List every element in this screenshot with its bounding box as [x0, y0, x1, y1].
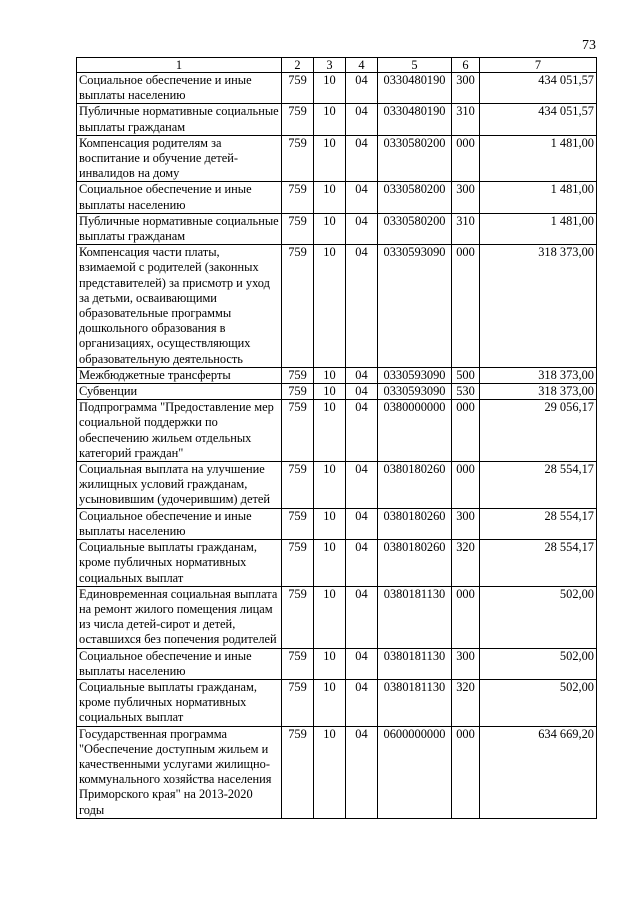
- table-row: [77, 726, 597, 818]
- row-code-3: 10: [314, 384, 346, 400]
- row-code-5: 0330580200: [378, 182, 452, 213]
- row-code-3: 10: [314, 367, 346, 383]
- row-code-4: 04: [346, 586, 378, 648]
- row-code-6: 000: [452, 245, 480, 368]
- row-code-5: 0330593090: [378, 367, 452, 383]
- row-amount: 318 373,00: [480, 245, 597, 368]
- row-amount: 502,00: [480, 648, 597, 679]
- row-code-3: 10: [314, 245, 346, 368]
- table-row: [77, 367, 597, 383]
- row-code-6: 310: [452, 213, 480, 244]
- row-code-4: 04: [346, 367, 378, 383]
- row-code-4: 04: [346, 213, 378, 244]
- row-code-4: 04: [346, 384, 378, 400]
- table-row: [77, 104, 597, 135]
- row-code-3: 10: [314, 586, 346, 648]
- header-row: [77, 58, 597, 73]
- table-row: [77, 73, 597, 104]
- row-code-6: 000: [452, 400, 480, 462]
- row-code-4: 04: [346, 245, 378, 368]
- row-code-2: 759: [282, 367, 314, 383]
- row-name: Единовременная социальная выплата на ремонт жилого помещения лицам из числа детей-сирот и детей, оставшихся без попечения родителей: [77, 586, 282, 648]
- col-header-7: 7: [480, 58, 597, 73]
- row-code-2: 759: [282, 726, 314, 818]
- row-code-6: 000: [452, 135, 480, 182]
- row-code-4: 04: [346, 73, 378, 104]
- row-name: Компенсация части платы, взимаемой с родителей (законных представителей) за присмотр и уход за детьми, осваивающими образовательные программы дошкольного образования в организациях, осуществляющих образовательную деятельность: [77, 245, 282, 368]
- row-name: Социальное обеспечение и иные выплаты населению: [77, 73, 282, 104]
- row-code-3: 10: [314, 679, 346, 726]
- row-amount: 434 051,57: [480, 104, 597, 135]
- row-amount: 1 481,00: [480, 182, 597, 213]
- row-name: Социальное обеспечение и иные выплаты населению: [77, 648, 282, 679]
- row-name: Социальное обеспечение и иные выплаты населению: [77, 182, 282, 213]
- row-code-4: 04: [346, 679, 378, 726]
- row-code-3: 10: [314, 73, 346, 104]
- row-name: Субвенции: [77, 384, 282, 400]
- table-row: [77, 540, 597, 587]
- row-code-4: 04: [346, 648, 378, 679]
- row-code-3: 10: [314, 648, 346, 679]
- row-amount: 318 373,00: [480, 367, 597, 383]
- row-code-6: 300: [452, 508, 480, 539]
- row-code-5: 0380181130: [378, 679, 452, 726]
- row-code-4: 04: [346, 540, 378, 587]
- row-code-3: 10: [314, 104, 346, 135]
- row-code-3: 10: [314, 540, 346, 587]
- table-row: [77, 648, 597, 679]
- row-amount: 434 051,57: [480, 73, 597, 104]
- row-code-5: 0330480190: [378, 104, 452, 135]
- row-code-5: 0330593090: [378, 384, 452, 400]
- row-code-2: 759: [282, 586, 314, 648]
- row-code-6: 000: [452, 462, 480, 509]
- row-code-5: 0330593090: [378, 245, 452, 368]
- table-row: [77, 462, 597, 509]
- table-row: [77, 213, 597, 244]
- col-header-5: 5: [378, 58, 452, 73]
- row-code-4: 04: [346, 400, 378, 462]
- row-name: Компенсация родителям за воспитание и обучение детей-инвалидов на дому: [77, 135, 282, 182]
- row-name: Социальные выплаты гражданам, кроме публичных нормативных социальных выплат: [77, 679, 282, 726]
- row-code-5: 0380180260: [378, 462, 452, 509]
- row-code-6: 530: [452, 384, 480, 400]
- row-name: Социальные выплаты гражданам, кроме публичных нормативных социальных выплат: [77, 540, 282, 587]
- row-code-2: 759: [282, 462, 314, 509]
- table-row: [77, 586, 597, 648]
- row-code-6: 300: [452, 648, 480, 679]
- row-code-6: 320: [452, 679, 480, 726]
- budget-table: [76, 57, 597, 819]
- row-amount: 28 554,17: [480, 540, 597, 587]
- row-code-5: 0330480190: [378, 73, 452, 104]
- row-code-3: 10: [314, 508, 346, 539]
- row-code-6: 320: [452, 540, 480, 587]
- row-code-2: 759: [282, 104, 314, 135]
- row-name: Публичные нормативные социальные выплаты гражданам: [77, 213, 282, 244]
- row-code-2: 759: [282, 245, 314, 368]
- table-row: [77, 245, 597, 368]
- row-name: Подпрограмма "Предоставление мер социальной поддержки по обеспечению жильем отдельных категорий граждан": [77, 400, 282, 462]
- row-code-2: 759: [282, 540, 314, 587]
- row-code-6: 000: [452, 586, 480, 648]
- row-code-6: 310: [452, 104, 480, 135]
- page-number: 73: [582, 38, 596, 53]
- row-code-6: 300: [452, 73, 480, 104]
- row-code-3: 10: [314, 462, 346, 509]
- table-row: [77, 135, 597, 182]
- row-amount: 28 554,17: [480, 462, 597, 509]
- row-code-3: 10: [314, 400, 346, 462]
- row-code-2: 759: [282, 508, 314, 539]
- row-code-5: 0380180260: [378, 540, 452, 587]
- row-code-2: 759: [282, 213, 314, 244]
- row-code-2: 759: [282, 648, 314, 679]
- row-amount: 1 481,00: [480, 213, 597, 244]
- row-code-3: 10: [314, 213, 346, 244]
- row-code-2: 759: [282, 384, 314, 400]
- table-row: [77, 182, 597, 213]
- row-code-5: 0380181130: [378, 648, 452, 679]
- row-code-4: 04: [346, 508, 378, 539]
- row-code-4: 04: [346, 104, 378, 135]
- table-row: [77, 400, 597, 462]
- row-code-3: 10: [314, 182, 346, 213]
- row-code-5: 0380180260: [378, 508, 452, 539]
- row-name: Публичные нормативные социальные выплаты гражданам: [77, 104, 282, 135]
- row-code-2: 759: [282, 182, 314, 213]
- row-amount: 1 481,00: [480, 135, 597, 182]
- row-code-4: 04: [346, 726, 378, 818]
- row-amount: 318 373,00: [480, 384, 597, 400]
- row-amount: 634 669,20: [480, 726, 597, 818]
- row-code-6: 300: [452, 182, 480, 213]
- row-code-5: 0330580200: [378, 135, 452, 182]
- row-amount: 502,00: [480, 679, 597, 726]
- col-header-1: 1: [77, 58, 282, 73]
- row-code-3: 10: [314, 135, 346, 182]
- row-name: Государственная программа "Обеспечение доступным жильем и качественными услугами жилищно-коммунального хозяйства населения Приморского края" на 2013-2020 годы: [77, 726, 282, 818]
- row-code-5: 0600000000: [378, 726, 452, 818]
- row-code-3: 10: [314, 726, 346, 818]
- row-code-6: 500: [452, 367, 480, 383]
- row-name: Межбюджетные трансферты: [77, 367, 282, 383]
- row-code-6: 000: [452, 726, 480, 818]
- row-name: Социальное обеспечение и иные выплаты населению: [77, 508, 282, 539]
- table-row: [77, 384, 597, 400]
- row-code-2: 759: [282, 679, 314, 726]
- row-code-4: 04: [346, 135, 378, 182]
- row-code-5: 0380000000: [378, 400, 452, 462]
- row-code-2: 759: [282, 400, 314, 462]
- table-row: [77, 679, 597, 726]
- row-code-2: 759: [282, 135, 314, 182]
- table-row: [77, 508, 597, 539]
- row-name: Социальная выплата на улучшение жилищных условий гражданам, усыновившим (удочерившим) детей: [77, 462, 282, 509]
- col-header-3: 3: [314, 58, 346, 73]
- col-header-2: 2: [282, 58, 314, 73]
- row-amount: 502,00: [480, 586, 597, 648]
- row-code-5: 0330580200: [378, 213, 452, 244]
- row-code-4: 04: [346, 462, 378, 509]
- row-amount: 28 554,17: [480, 508, 597, 539]
- row-code-4: 04: [346, 182, 378, 213]
- row-code-5: 0380181130: [378, 586, 452, 648]
- row-amount: 29 056,17: [480, 400, 597, 462]
- col-header-6: 6: [452, 58, 480, 73]
- col-header-4: 4: [346, 58, 378, 73]
- row-code-2: 759: [282, 73, 314, 104]
